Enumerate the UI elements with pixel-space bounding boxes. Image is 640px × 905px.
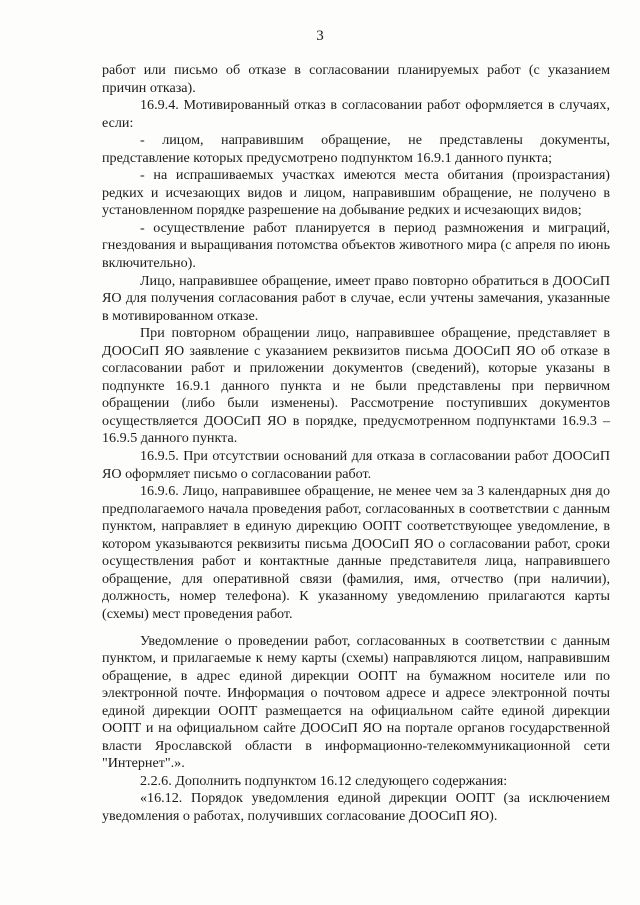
list-item-documents: - лицом, направившим обращение, не представлены документы, представление которых предусмотрено подпунктом 16.9.1 данного пункта; (102, 132, 610, 166)
list-item-habitats: - на испрашиваемых участках имеются места обитания (произрастания) редких и исчезающих видов и лицом, направившим обращение, не получено в установленном порядке разрешение на добывание редких и исчезающих видов; (102, 167, 610, 219)
paragraph-16-9-4: 16.9.4. Мотивированный отказ в согласовании работ оформляется в случаях, если: (102, 97, 610, 131)
paragraph-16-9-6: 16.9.6. Лицо, направившее обращение, не менее чем за 3 календарных дня до предполагаемого начала проведения работ, согласованных в соответствии с данным пунктом, направляет в единую дирекцию ООПТ соответствующее уведомление, в котором указываются реквизиты письма ДООСиП ЯО о согласовании работ, сроки осуществления работ и контактные данные представителя лица, направившего обращение, для оперативной связи (фамилия, имя, отчество (при наличии), должность, номер телефона). К указанному уведомлению прилагаются карты (схемы) мест проведения работ. (102, 483, 610, 622)
page-number: 3 (316, 28, 324, 44)
paragraph-2-2-6: 2.2.6. Дополнить подпунктом 16.12 следующего содержания: (140, 772, 508, 789)
paragraph-16-9-5: 16.9.5. При отсутствии оснований для отказа в согласовании работ ДООСиП ЯО оформляет письмо о согласовании работ. (102, 448, 610, 482)
paragraph-notification: Уведомление о проведении работ, согласованных в соответствии с данным пунктом, и прилагаемые к нему карты (схемы) направляются лицом, направившим обращение, в адрес единой дирекции ООПТ на бумажном носителе или по электронной почте. Информация о почтовом адресе и адресе электронной почты единой дирекции ООПТ размещается на официальном сайте единой дирекции ООПТ и на официальном сайте ДООСиП ЯО на портале органов государственной власти Ярославской области в информационно-телекоммуникационной сети "Интернет".». (102, 632, 610, 772)
paragraph-repeat-request: Лицо, направившее обращение, имеет право повторно обратиться в ДООСиП ЯО для получения согласования работ в случае, если учтены замечания, указанные в мотивированном отказе. (102, 272, 610, 324)
paragraph-16-12: «16.12. Порядок уведомления единой дирекции ООПТ (за исключением уведомления о работах, получивших согласование ДООСиП ЯО). (102, 790, 610, 824)
list-item-breeding-period: - осуществление работ планируется в период размножения и миграций, гнездования и выращивания потомства объектов животного мира (с апреля по июнь включительно). (102, 219, 610, 272)
paragraph-continuation: работ или письмо об отказе в согласовании планируемых работ (с указанием причин отказа). (102, 62, 610, 96)
document-body (102, 62, 610, 826)
paragraph-repeat-procedure: При повторном обращении лицо, направившее обращение, представляет в ДООСиП ЯО заявление с указанием реквизитов письма ДООСиП ЯО об отказе в согласовании работ и приложении документов (сведений), которые указаны в подпункте 16.9.1 данного пункта и не были представлены при первичном обращении (либо были изменены). Рассмотрение поступивших документов осуществляется ДООСиП ЯО в порядке, предусмотренном подпунктами 16.9.3 – 16.9.5 данного пункта. (102, 325, 610, 447)
